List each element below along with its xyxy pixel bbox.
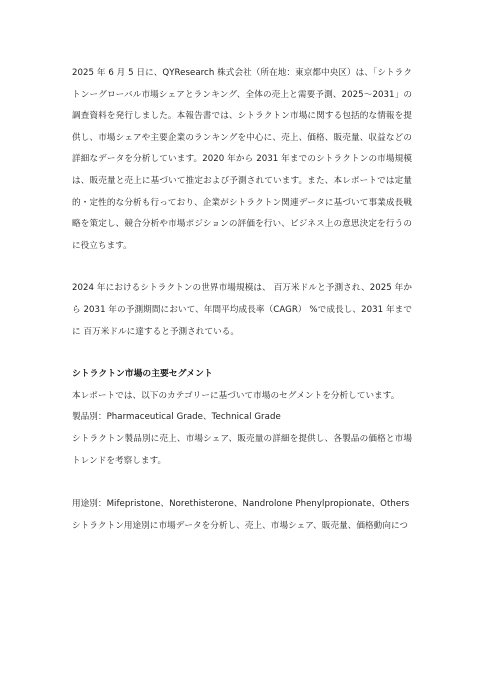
product-segment-line: 製品別：Pharmaceutical Grade、Technical Grade — [72, 412, 281, 423]
intro-paragraph: 2025 年 6 月 5 日に、QYResearch 株式会社（所在地：東京都中央区）は、「シトラクトンーグローバル市場シェアとランキング、全体の売上と需要予測、2025～2031」の調査資料を発行しました。本報告書では、シトラクトン市場に関する包括的な情報を提供し、市場シェアや主要企業のランキングを中心に、売上、価格、販売量、収益などの詳細なデータを分析しています。2020 年から 2031 年までのシトラクトンの市場規模は、販売量と売上に基づいて推定および予測されています。また、本レポートでは定量的・定性的な分析も行っており、企業がシトラクトン関連データに基づいて事業成長戦略を策定し、競合分析や市場ポジションの評価を行い、ビジネス上の意思決定を行うのに役立ちます。 — [72, 68, 412, 251]
document-body — [72, 63, 412, 537]
paragraph-spacer — [72, 343, 412, 364]
segment-intro: 本レポートでは、以下のカテゴリーに基づいて市場のセグメントを分析しています。 — [72, 390, 400, 401]
paragraph-spacer — [72, 472, 412, 494]
segment-heading: シトラクトン市場の主要セグメント — [72, 369, 213, 380]
application-segment-description: シトラクトン用途別に市場データを分析し、売上、市場シェア、販売量、価格動向につ — [72, 520, 409, 531]
product-segment-description: シトラクトン製品別に売上、市場シェア、販売量の詳細を提供し、各製品の価格と市場トレンドを考察します。 — [72, 433, 412, 466]
paragraph-spacer — [72, 257, 412, 278]
application-segment-line: 用途別：Mifepristone、Norethisterone、Nandrolone Phenylpropionate、Others — [72, 499, 410, 510]
market-size-paragraph: 2024 年におけるシトラクトンの世界市場規模は、 百万米ドルと予測され、2025 年から 2031 年の予測期間において、年間平均成長率（CAGR） %で成長し、2031 年までに 百万米ドルに達すると予測されている。 — [72, 283, 412, 337]
